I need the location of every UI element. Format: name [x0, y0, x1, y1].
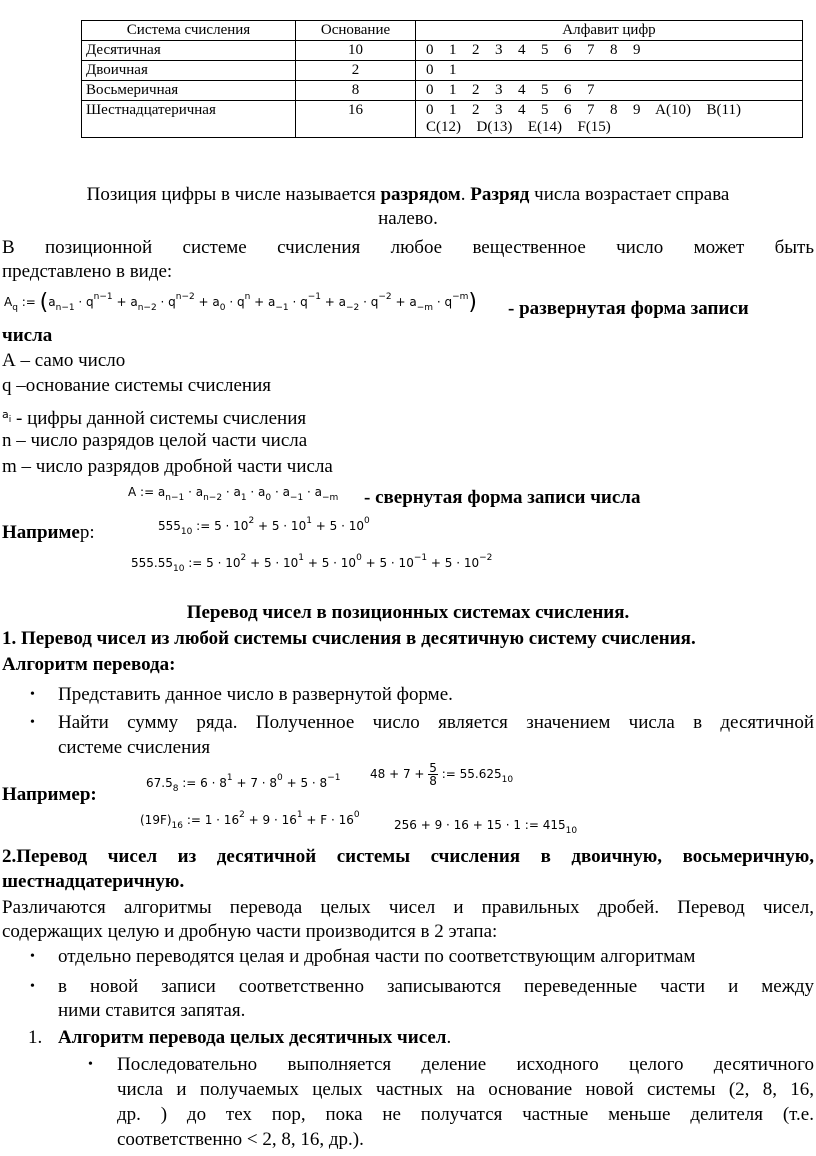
table-header: Алфавит цифр [416, 21, 803, 41]
table-row [82, 41, 803, 61]
collapsed-form-formula: A := $a_{n-1} \cdot a_{n-2} \cdot a_1 \cdot a_0 \cdot a_{-1} \cdot a_{-m}$ [128, 485, 339, 503]
section-2-title-cont: шестнадцатеричную. [2, 871, 185, 892]
list-number: 1. [28, 1027, 43, 1048]
table-cell: Восьмеричная [82, 81, 296, 101]
text-run: . [460, 184, 471, 205]
table-cell: 10 [296, 41, 416, 61]
text-run: Алгоритм перевода целых десятичных чисел [58, 1027, 447, 1048]
expanded-form-formula: $A_q$ := $(a_{n-1} \cdot q^{n-1} + a_{n-2} \cdot q^{n-2} + a_0 \cdot q^n + a_{-1} \cdot q^{-1} + a_{-2} \cdot q^{-2} + a_{-m} \cdot q^{-m})$ [4, 290, 477, 315]
term-bold: разрядом [380, 184, 461, 205]
text-run: - цифры данной системы счисления [11, 408, 307, 429]
bullet-item-cont: системе счисления [58, 737, 211, 758]
table-cell: 0 1 2 3 4 5 6 7 8 9 [416, 41, 803, 61]
example-formula-67-5: $67.5_8$ := $6 \cdot 8^1 + 7 \cdot 8^0 + 5 \cdot 8^{-1}$ [146, 773, 341, 794]
text-run: . [446, 1027, 452, 1048]
definition-n: n – число разрядов целой части числа [2, 430, 308, 451]
table-header-row [82, 21, 803, 41]
definition-ai [2, 403, 306, 431]
difference-paragraph: Различаются алгоритмы перевода целых чисел и правильных дробей. Перевод чисел, [2, 897, 814, 918]
bullet-icon: • [30, 715, 35, 730]
text-run: Позиция цифры в числе называется [86, 184, 381, 205]
bullet-item: Найти сумму ряда. Полученное число является значением числа в десятичной [58, 712, 814, 733]
bullet-item: в новой записи соответственно записываются переведенные части и между [58, 976, 814, 997]
section-2-title: 2.Перевод чисел из десятичной системы счисления в двоичную, восьмеричную, [2, 846, 814, 867]
bullet-item-cont: др. ) до тех пор, пока не получатся частные меньше делителя (т.е. [117, 1104, 814, 1125]
table-cell: 0 1 2 3 4 5 6 7 [416, 81, 803, 101]
position-paragraph-cont: налево. [378, 208, 438, 229]
example-formula-19f: $(19F)_{16}$ := $1 \cdot 16^2 + 9 \cdot 16^1 + F \cdot 16^0$ [140, 810, 360, 831]
table-cell: Шестнадцатеричная [82, 101, 296, 138]
fraction: $\frac{5}{8}$ [429, 761, 437, 788]
table-header: Система счисления [82, 21, 296, 41]
bullet-icon: • [88, 1057, 93, 1072]
example-formula-415: 256 + 9 · 16 + 15 · 1 := $415_{10}$ [394, 818, 578, 836]
collapsed-form-label: - свернутая форма записи числа [364, 487, 641, 508]
table-cell: 0 1 [416, 61, 803, 81]
section-heading: Перевод чисел в позиционных системах счисления. [186, 602, 630, 623]
bullet-item-cont: числа и получаемых целых частных на основание новой системы (2, 8, 16, [117, 1079, 814, 1100]
table-cell: Десятичная [82, 41, 296, 61]
example-label-2: Например: [2, 784, 97, 805]
definition-q: q –основание системы счисления [2, 375, 272, 396]
number-systems-table [81, 20, 803, 138]
definition-m: m – число разрядов дробной части числа [2, 456, 333, 477]
positional-paragraph-cont: представлено в виде: [2, 261, 173, 282]
term-bold: Разряд [470, 184, 530, 205]
table-row [82, 61, 803, 81]
table-cell: 16 [296, 101, 416, 138]
example-label [2, 521, 95, 545]
section-1-title: 1. Перевод чисел из любой системы счисления в десятичную систему счисления. [2, 628, 696, 649]
example-formula-555-55: $555.55_{10}$ := $5 \cdot 10^2 + 5 \cdot 10^1 + 5 \cdot 10^0 + 5 \cdot 10^{-1} + 5 \cdot 10^{-2}$ [131, 553, 493, 574]
bullet-item: отдельно переводятся целая и дробная части по соответствующим алгоритмам [58, 946, 696, 967]
bullet-item-cont: ними ставится запятая. [58, 1000, 246, 1021]
table-cell [416, 101, 803, 138]
table-row [82, 81, 803, 101]
algorithm-int-title [58, 1026, 451, 1050]
table-header: Основание [296, 21, 416, 41]
expanded-form-label: - развернутая форма записи [508, 298, 749, 319]
text-run: р: [79, 522, 95, 543]
positional-paragraph: В позиционной системе счисления любое вещественное число может быть [2, 237, 814, 258]
bullet-icon: • [30, 687, 35, 702]
bullet-item: Последовательно выполняется деление исходного целого десятичного [117, 1054, 814, 1075]
table-cell: 8 [296, 81, 416, 101]
algorithm-label: Алгоритм перевода: [2, 654, 176, 675]
example-formula-sum: 48 + 7 + $\frac{5}{8}$ := $55.625_{10}$ [370, 761, 514, 788]
difference-paragraph-cont: содержащих целую и дробную части производится в 2 этапа: [2, 921, 498, 942]
definition-A: А – само число [2, 350, 126, 371]
table-cell: Двоичная [82, 61, 296, 81]
ai-symbol: ai [2, 408, 12, 425]
bullet-item-cont: соответственно < 2, 8, 16, др.). [117, 1129, 364, 1150]
expanded-form-label-cont: числа [2, 325, 53, 346]
table-row [82, 101, 803, 138]
position-paragraph [0, 183, 816, 207]
bullet-item: Представить данное число в развернутой форме. [58, 684, 453, 705]
table-cell: 2 [296, 61, 416, 81]
bullet-icon: • [30, 979, 35, 994]
text-run: Наприме [2, 522, 80, 543]
example-formula-555: $555_{10}$ := $5 \cdot 10^2 + 5 \cdot 10^1 + 5 \cdot 10^0$ [158, 516, 370, 537]
text-run: числа возрастает справа [529, 184, 730, 205]
alphabet-line: C(12) D(13) E(14) F(15) [426, 119, 611, 135]
alphabet-line: 0 1 2 3 4 5 6 7 8 9 A(10) B(11) [426, 102, 741, 118]
bullet-icon: • [30, 949, 35, 964]
